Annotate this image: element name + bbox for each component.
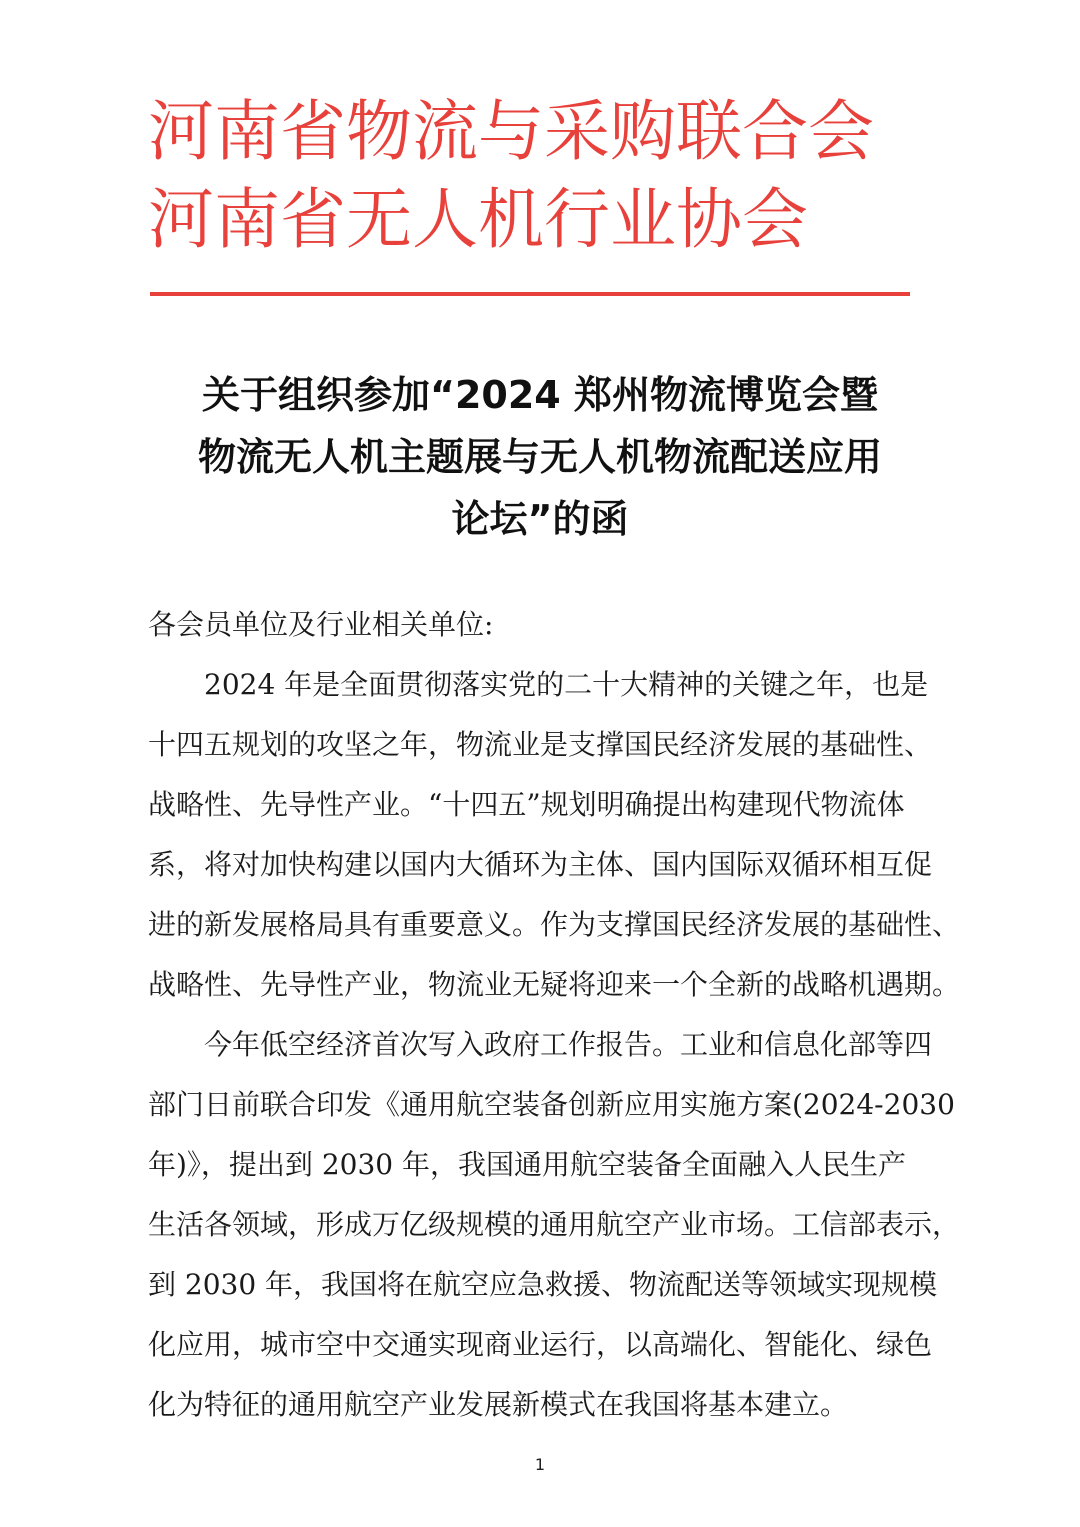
paragraph-2 xyxy=(148,1015,961,1435)
paragraph-2-line: 化应用，城市空中交通实现商业运行，以高端化、智能化、绿色 xyxy=(148,1328,933,1361)
paragraph-2-line: 化为特征的通用航空产业发展新模式在我国将基本建立。 xyxy=(148,1388,849,1421)
paragraph-1-line: 进的新发展格局具有重要意义。作为支撑国民经济发展的基础性、 xyxy=(148,908,961,941)
paragraph-2-line: 生活各领域，形成万亿级规模的通用航空产业市场。工信部表示， xyxy=(148,1208,961,1241)
paragraph-1-line: 系，将对加快构建以国内大循环为主体、国内国际双循环相互促 xyxy=(148,848,933,881)
title-line-1: 关于组织参加“2024 郑州物流博览会暨 xyxy=(202,373,878,417)
paragraph-2-line: 部门日前联合印发《通用航空装备创新应用实施方案(2024-2030 xyxy=(148,1088,955,1121)
page-number: 1 xyxy=(534,1455,546,1474)
paragraph-2-line: 到 2030 年，我国将在航空应急救援、物流配送等领域实现规模 xyxy=(148,1268,938,1301)
paragraph-1-line: 战略性、先导性产业，物流业无疑将迎来一个全新的战略机遇期。 xyxy=(148,968,961,1001)
letterhead-org-2: 河南省无人机行业协会 xyxy=(148,181,808,258)
paragraph-1-line: 战略性、先导性产业。“十四五”规划明确提出构建现代物流体 xyxy=(148,788,905,821)
title-line-3: 论坛”的函 xyxy=(451,497,629,541)
paragraph-1 xyxy=(148,655,961,1015)
paragraph-2-line: 年)》，提出到 2030 年，我国通用航空装备全面融入人民生产 xyxy=(148,1148,906,1181)
title-line-2: 物流无人机主题展与无人机物流配送应用 xyxy=(197,435,882,479)
letterhead-red-rule xyxy=(150,292,910,296)
paragraph-2-line: 今年低空经济首次写入政府工作报告。工业和信息化部等四 xyxy=(204,1028,933,1061)
letterhead-org-1: 河南省物流与采购联合会 xyxy=(148,93,874,170)
paragraph-1-line: 十四五规划的攻坚之年，物流业是支撑国民经济发展的基础性、 xyxy=(148,728,933,761)
paragraph-1-line: 2024 年是全面贯彻落实党的二十大精神的关键之年，也是 xyxy=(204,668,929,701)
document-title xyxy=(120,364,960,550)
salutation: 各会员单位及行业相关单位: xyxy=(148,608,494,641)
